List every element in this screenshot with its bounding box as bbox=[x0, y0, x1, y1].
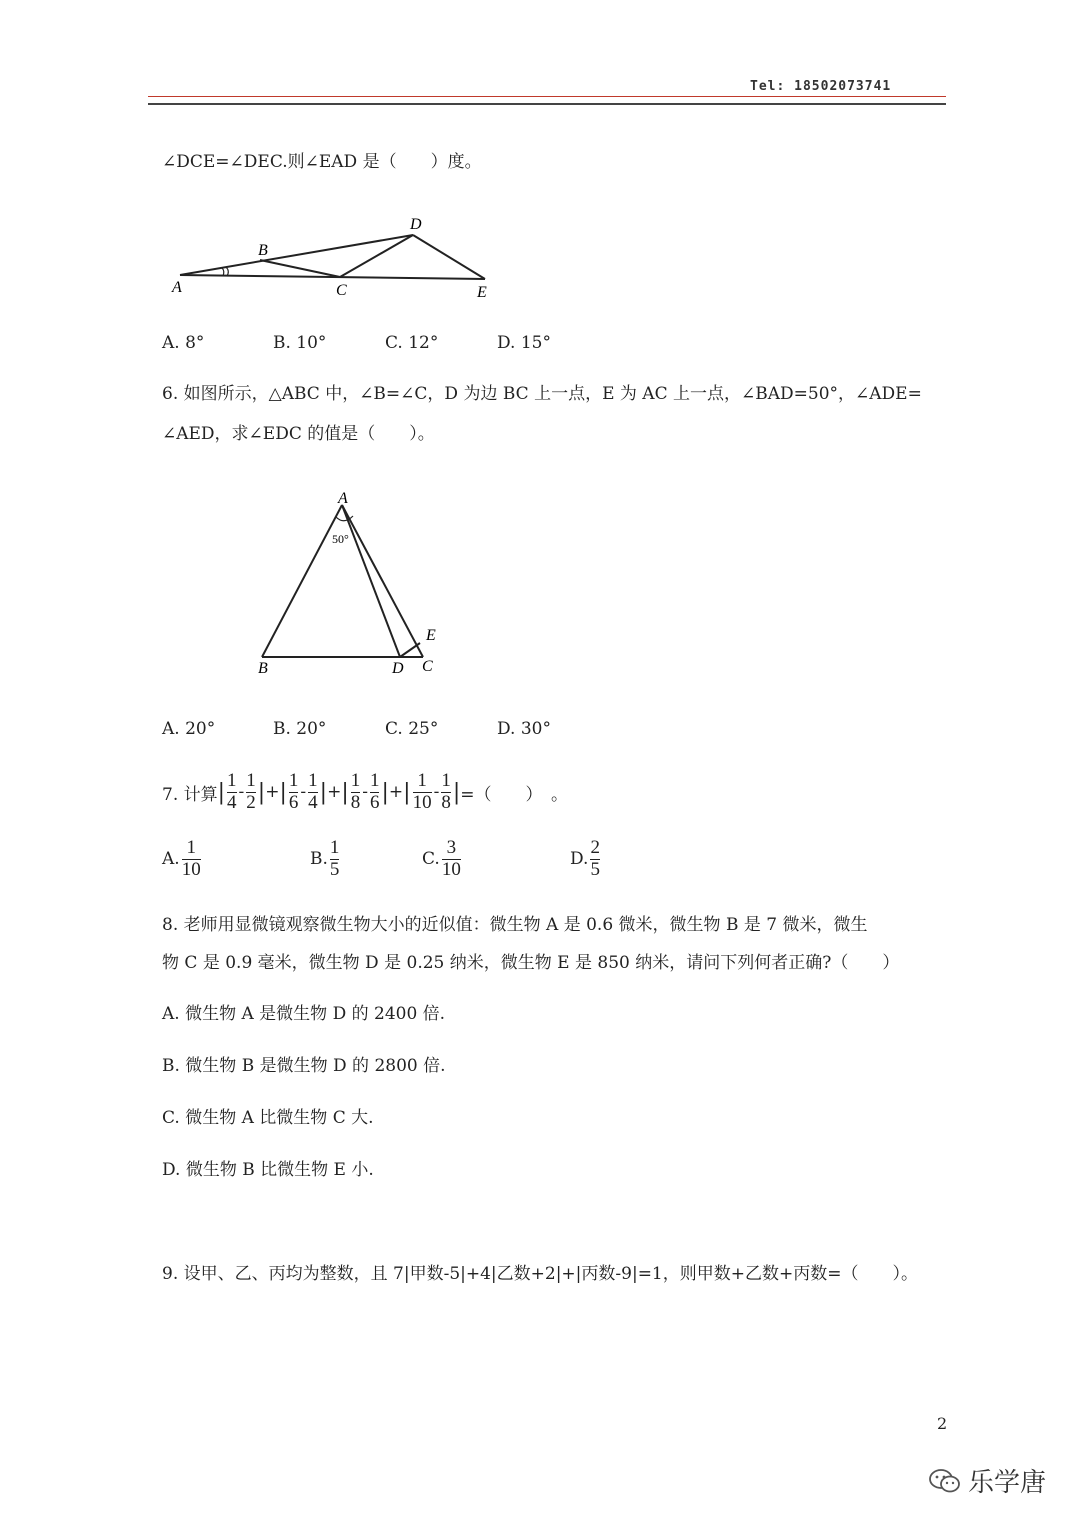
header-rule-dark bbox=[148, 103, 946, 105]
q7-option-c: C. $\frac{3}{10}$ bbox=[422, 837, 461, 880]
label-e: E bbox=[426, 627, 436, 644]
line-de bbox=[413, 235, 485, 279]
q7-term1-b: $\frac{1}{2}$ bbox=[246, 769, 256, 813]
label-b: B bbox=[258, 660, 268, 677]
q7-suffix: =（ ） 。 bbox=[460, 784, 568, 805]
q8-option-b: B. 微生物 B 是微生物 D 的 2800 倍. bbox=[162, 1056, 446, 1076]
brand-watermark bbox=[928, 1462, 1046, 1499]
q7-term2-a: $\frac{1}{6}$ bbox=[288, 769, 299, 813]
label-c: C bbox=[422, 658, 433, 675]
q8-option-a: A. 微生物 A 是微生物 D 的 2400 倍. bbox=[162, 1004, 446, 1024]
brand-name: 乐学唐 bbox=[968, 1468, 1047, 1498]
label-a: A bbox=[172, 279, 182, 296]
label-d: D bbox=[410, 216, 422, 233]
q7-term2-b: $\frac{1}{4}$ bbox=[308, 769, 318, 813]
label-e: E bbox=[477, 284, 487, 301]
q7-prefix: 7. 计算 bbox=[162, 784, 218, 805]
q7-option-a: A. $\frac{1}{10}$ bbox=[162, 837, 201, 880]
q7-option-b: B. $\frac{1}{5}$ bbox=[310, 837, 340, 880]
line-ab bbox=[262, 505, 342, 657]
q6-option-a: A. 20° bbox=[162, 719, 216, 739]
q7-term4-b: $\frac{1}{8}$ bbox=[441, 769, 451, 813]
q5-option-c: C. 12° bbox=[385, 333, 439, 353]
q9-text: 9. 设甲、乙、丙均为整数，且 7|甲数-5|+4|乙数+2|+|丙数-9|=1，则甲数+乙数+丙数=（ ）。 bbox=[162, 1264, 918, 1284]
q5-continuation: ∠DCE=∠DEC.则∠EAD 是（ ）度。 bbox=[162, 152, 482, 172]
q7-term3-b: $\frac{1}{6}$ bbox=[369, 769, 380, 813]
q7-expression: 7. 计算 | $\frac{1}{4}$ - $\frac{1}{2}$ | + | $\frac{1}{6}$ - $\frac{1}{4}$ | + | $\frac{1}{8}$ - $\frac{1}{6}$ | + | $\frac{1}{10}$ - $\frac{1}{8}$ | =（ ） 。 bbox=[162, 769, 568, 813]
q6-option-c: C. 25° bbox=[385, 719, 439, 739]
q5-option-b: B. 10° bbox=[273, 333, 327, 353]
label-c: C bbox=[336, 282, 347, 299]
line-bc bbox=[260, 260, 340, 277]
q6-option-d: D. 30° bbox=[497, 719, 551, 739]
q7-term3-a: $\frac{1}{8}$ bbox=[350, 769, 361, 813]
q7-term1-a: $\frac{1}{4}$ bbox=[227, 769, 237, 813]
q6-option-b: B. 20° bbox=[273, 719, 327, 739]
label-d: D bbox=[392, 660, 404, 677]
q5-option-a: A. 8° bbox=[162, 333, 205, 353]
q7-term4-a: $\frac{1}{10}$ bbox=[412, 769, 432, 813]
line-ad bbox=[342, 505, 400, 657]
q8-line1: 8. 老师用显微镜观察微生物大小的近似值：微生物 A 是 0.6 微米，微生物 B 是 7 微米，微生 bbox=[162, 915, 868, 935]
header-rule-red bbox=[148, 96, 946, 97]
q7-option-d: D. $\frac{2}{5}$ bbox=[570, 837, 600, 880]
label-b: B bbox=[258, 242, 268, 259]
q6-line2: ∠AED，求∠EDC 的值是（ ）。 bbox=[162, 424, 435, 444]
q5-figure bbox=[160, 205, 520, 305]
q6-line1: 6. 如图所示，△ABC 中，∠B=∠C，D 为边 BC 上一点，E 为 AC 上一点，∠BAD=50°，∠ADE= bbox=[162, 384, 922, 404]
line-de bbox=[400, 643, 420, 657]
header-tel: Tel: 18502073741 bbox=[750, 79, 892, 94]
line-ac bbox=[342, 505, 423, 657]
wechat-icon bbox=[928, 1467, 962, 1495]
label-angle: 50° bbox=[332, 532, 349, 546]
label-a: A bbox=[338, 490, 348, 507]
q8-option-c: C. 微生物 A 比微生物 C 大. bbox=[162, 1108, 374, 1128]
page-number: 2 bbox=[937, 1414, 948, 1433]
q5-option-d: D. 15° bbox=[497, 333, 551, 353]
q8-option-d: D. 微生物 B 比微生物 E 小. bbox=[162, 1160, 374, 1180]
q8-line2: 物 C 是 0.9 毫米，微生物 D 是 0.25 纳米，微生物 E 是 850 纳米，请问下列何者正确?（ ） bbox=[162, 953, 900, 973]
q6-figure bbox=[250, 485, 450, 680]
